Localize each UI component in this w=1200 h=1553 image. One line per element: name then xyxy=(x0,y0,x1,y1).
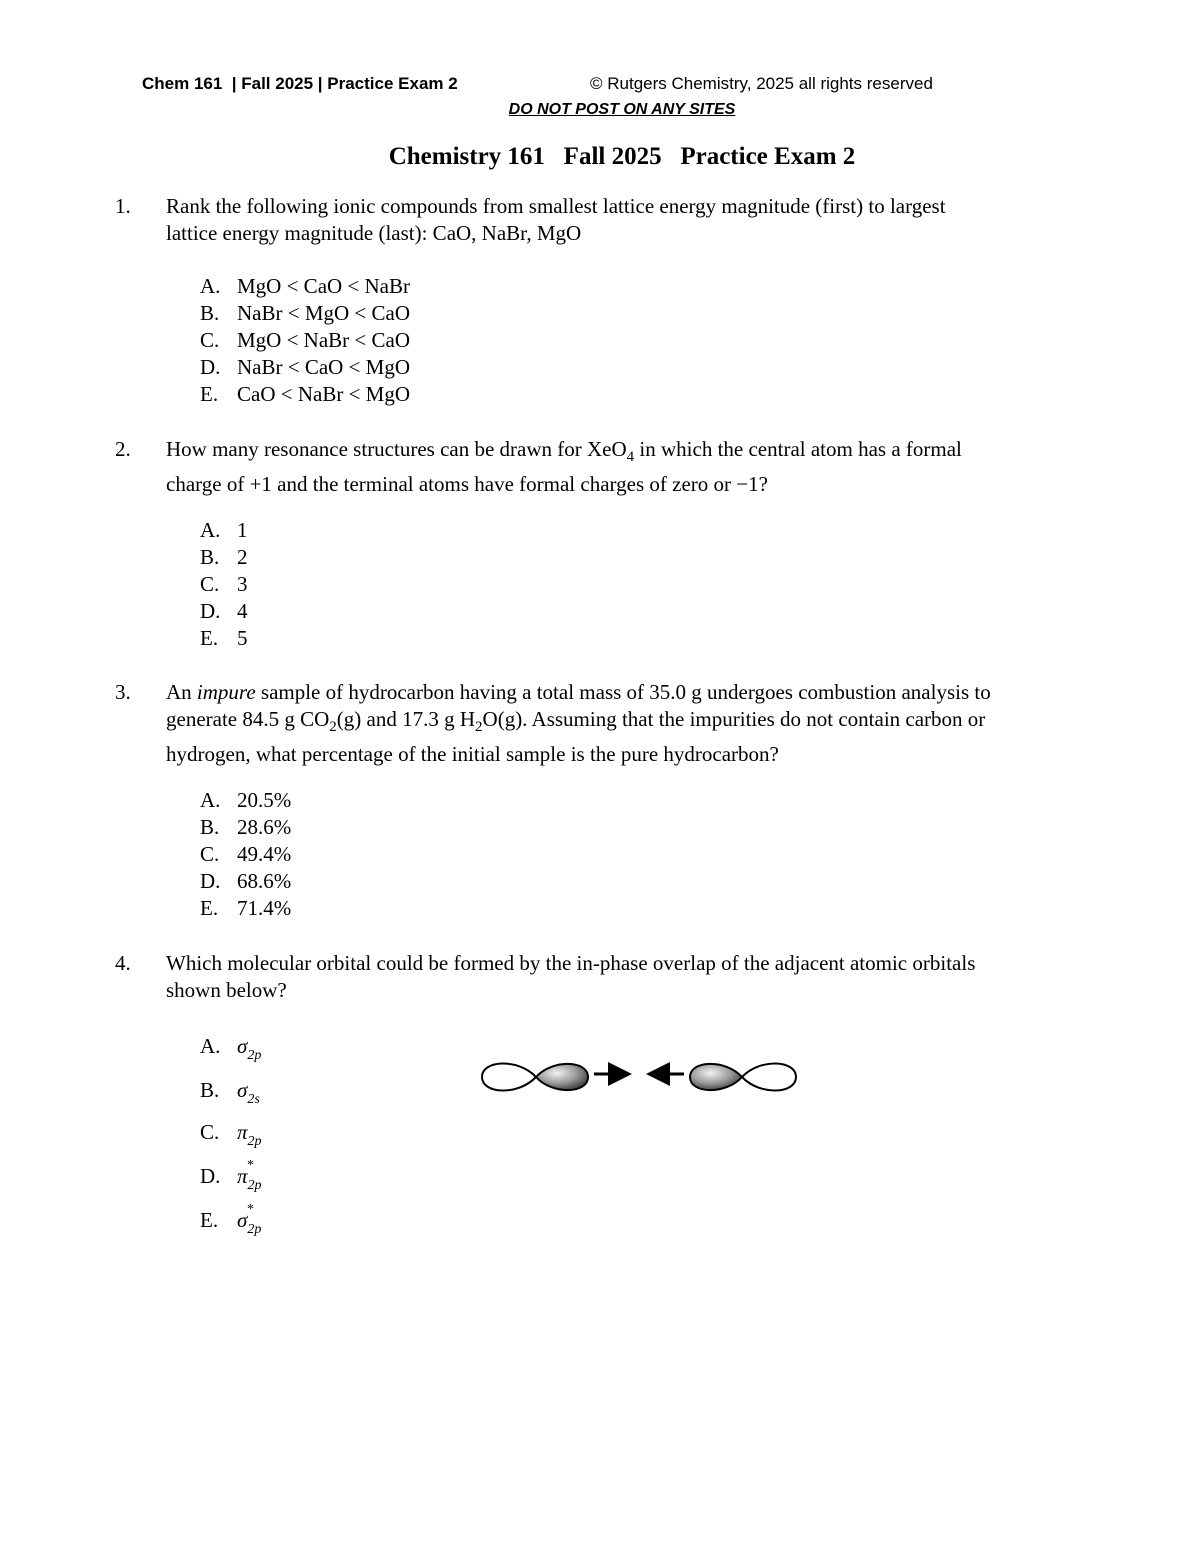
answer-option[interactable] xyxy=(200,381,410,408)
answer-option[interactable] xyxy=(200,598,248,625)
option-text: 49.4% xyxy=(237,842,292,866)
option-letter: A. xyxy=(200,274,221,298)
question-2 xyxy=(115,436,1115,498)
mo-symbol: σ xyxy=(237,1208,248,1232)
option-text: 4 xyxy=(237,599,248,623)
q1-options xyxy=(200,273,410,408)
q2-options xyxy=(200,517,248,652)
option-letter: E. xyxy=(200,626,219,650)
answer-option[interactable] xyxy=(200,868,291,895)
stem-text: sample of hydrocarbon having a total mass of 35.0 g undergoes combustion analysis to xyxy=(255,680,991,704)
option-letter: E. xyxy=(200,382,219,406)
option-letter: D. xyxy=(200,869,221,893)
answer-option[interactable] xyxy=(200,354,410,381)
stem-line: charge of +1 and the terminal atoms have formal charges of zero or −1? xyxy=(166,472,768,497)
answer-option[interactable] xyxy=(200,517,248,544)
subscript: 2 xyxy=(475,719,483,736)
mo-symbol: σ xyxy=(237,1034,248,1058)
stem-text: O(g). Assuming that the impurities do not contain carbon or xyxy=(482,707,986,731)
option-text: 5 xyxy=(237,626,248,650)
option-letter: A. xyxy=(200,518,221,542)
answer-option[interactable] xyxy=(200,841,291,868)
subscript: 2 xyxy=(329,719,337,736)
mo-symbol: σ xyxy=(237,1078,248,1102)
option-letter: E. xyxy=(200,1208,219,1232)
emphasis-text: impure xyxy=(196,680,256,704)
mo-star: * xyxy=(247,1202,254,1217)
question-1 xyxy=(115,193,1115,247)
option-letter: D. xyxy=(200,1164,221,1188)
right-orbital-open-lobe xyxy=(742,1063,796,1090)
mo-subscript: 2p xyxy=(247,1178,262,1193)
question-4 xyxy=(115,950,1115,1004)
stem-line: Rank the following ionic compounds from smallest lattice energy magnitude (first) to largest xyxy=(166,194,946,218)
left-p-orbital xyxy=(482,1063,588,1090)
question-stem xyxy=(166,950,1115,1004)
stem-text: (g) and 17.3 g H xyxy=(336,707,476,731)
option-text: 3 xyxy=(237,572,248,596)
right-p-orbital xyxy=(690,1063,796,1090)
option-text: 20.5% xyxy=(237,788,292,812)
answer-option[interactable] xyxy=(200,787,291,814)
stem-text: An xyxy=(166,680,197,704)
option-text: 68.6% xyxy=(237,869,292,893)
right-orbital-shaded-lobe xyxy=(690,1064,742,1090)
mo-subscript: 2s xyxy=(247,1092,260,1107)
question-stem xyxy=(166,436,1115,498)
page-title: Chemistry 161 Fall 2025 Practice Exam 2 xyxy=(388,143,856,170)
header-copyright: © Rutgers Chemistry, 2025 all rights reserved xyxy=(590,74,933,93)
answer-option[interactable] xyxy=(200,895,291,922)
option-letter: D. xyxy=(200,355,221,379)
stem-line: hydrogen, what percentage of the initial sample is the pure hydrocarbon? xyxy=(166,742,779,767)
answer-option[interactable] xyxy=(200,544,248,571)
option-text: MgO < NaBr < CaO xyxy=(237,328,411,352)
mo-star: * xyxy=(247,1158,254,1173)
option-letter: D. xyxy=(200,599,221,623)
option-letter: E. xyxy=(200,896,219,920)
option-text: CaO < NaBr < MgO xyxy=(237,382,411,406)
header-warning: DO NOT POST ON ANY SITES xyxy=(508,101,736,118)
question-3 xyxy=(115,679,1115,768)
stem-line: shown below? xyxy=(166,978,287,1002)
answer-option[interactable] xyxy=(200,814,291,841)
option-text: NaBr < MgO < CaO xyxy=(237,301,411,325)
option-letter: B. xyxy=(200,545,220,569)
question-number: 2. xyxy=(115,437,131,461)
stem-line: lattice energy magnitude (last): CaO, NaBr, MgO xyxy=(166,221,582,245)
answer-option[interactable] xyxy=(200,1078,260,1107)
question-number: 1. xyxy=(115,194,131,218)
answer-option[interactable] xyxy=(200,1034,262,1063)
option-text: 28.6% xyxy=(237,815,292,839)
left-orbital-shaded-lobe xyxy=(536,1064,588,1090)
mo-subscript: 2p xyxy=(247,1048,262,1063)
option-letter: B. xyxy=(200,1078,220,1102)
answer-option[interactable] xyxy=(200,273,410,300)
answer-option[interactable] xyxy=(200,1202,262,1237)
stem-text: generate 84.5 g CO xyxy=(166,707,330,731)
stem-line xyxy=(166,706,1115,741)
option-letter: C. xyxy=(200,842,220,866)
question-number: 3. xyxy=(115,680,131,704)
stem-line xyxy=(166,679,1115,706)
question-stem xyxy=(166,193,1115,247)
answer-option[interactable] xyxy=(200,300,410,327)
stem-line xyxy=(166,436,1115,471)
option-letter: A. xyxy=(200,1034,221,1058)
stem-text: in which the central atom has a formal xyxy=(634,437,962,461)
option-letter: B. xyxy=(200,301,220,325)
p-orbital-overlap-diagram xyxy=(478,1054,802,1100)
subscript: 4 xyxy=(626,449,635,466)
stem-text: How many resonance structures can be drawn for XeO xyxy=(166,437,627,461)
option-letter: C. xyxy=(200,1120,220,1144)
mo-subscript: 2p xyxy=(247,1222,262,1237)
mo-subscript: 2p xyxy=(247,1134,262,1149)
option-text: NaBr < CaO < MgO xyxy=(237,355,411,379)
mo-symbol: π xyxy=(237,1120,248,1144)
option-text: 71.4% xyxy=(237,896,292,920)
question-stem xyxy=(166,679,1115,768)
stem-line: Which molecular orbital could be formed by the in-phase overlap of the adjacent atomic orbitals xyxy=(166,951,976,975)
answer-option[interactable] xyxy=(200,625,248,652)
mo-symbol: π xyxy=(237,1164,248,1188)
question-number: 4. xyxy=(115,951,131,975)
option-text: 2 xyxy=(237,545,248,569)
q3-options xyxy=(200,787,291,922)
answer-option[interactable] xyxy=(200,1120,262,1149)
option-text: MgO < CaO < NaBr xyxy=(237,274,411,298)
option-text: 1 xyxy=(237,518,248,542)
answer-option[interactable] xyxy=(200,1158,262,1193)
header-course: Chem 161 | Fall 2025 | Practice Exam 2 xyxy=(142,74,458,93)
answer-option[interactable] xyxy=(200,571,248,598)
option-letter: C. xyxy=(200,572,220,596)
option-letter: A. xyxy=(200,788,221,812)
option-letter: C. xyxy=(200,328,220,352)
answer-option[interactable] xyxy=(200,327,410,354)
left-orbital-open-lobe xyxy=(482,1063,536,1090)
option-letter: B. xyxy=(200,815,220,839)
